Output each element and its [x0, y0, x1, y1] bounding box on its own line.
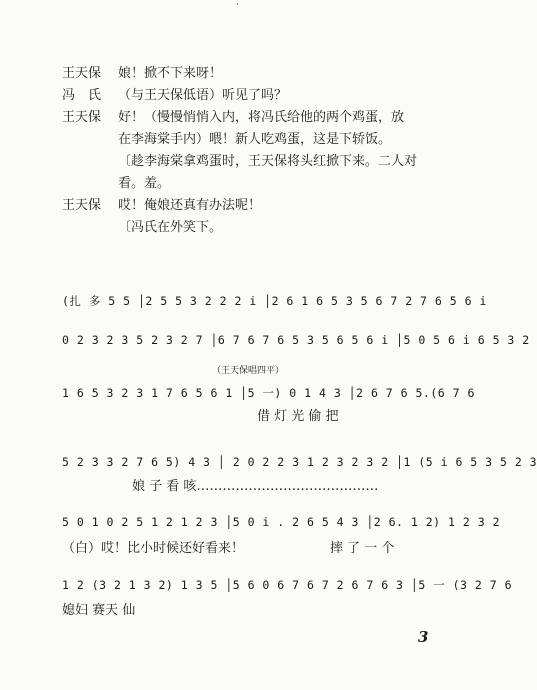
lyric-line: 摔 了 一 个	[330, 541, 395, 556]
dialog-line	[62, 130, 417, 152]
lyric-line: 借 灯 光 偷 把	[257, 409, 339, 424]
dialog-line	[62, 196, 417, 218]
notation-line: 5 2 3 3 2 7 6 5) 4 3 │ 2 0 2 2 3 1 2 3 2 3 2 │1 (5 i 6 5 3 5 2 3	[62, 455, 537, 469]
speaker-name: 王天保	[62, 66, 102, 81]
speaker-name: 王天保	[62, 198, 102, 213]
speaker-name: 冯 氏	[62, 88, 102, 103]
dialog-text: 哎！俺娘还真有办法呢！	[118, 198, 262, 213]
dialog-text: 〔冯氏在外笑下。	[118, 220, 223, 235]
dialog-text: （与王天保低语）听见了吗？	[118, 88, 288, 103]
notation-line: 0 2 3 2 3 5 2 3 2 7 │6 7 6 7 6 5 3 5 6 5 6 i │5 0 5 6 i 6 5 3 2	[62, 333, 530, 347]
notation-line: 1 6 5 3 2 3 1 7 6 5 6 1 │5 一) 0 1 4 3 │2 6 7 6 5.(6 7 6	[62, 386, 475, 400]
dialog-line	[62, 86, 417, 108]
page-number: 3	[418, 628, 429, 646]
dialog-text: 娘！掀不下来呀！	[118, 66, 223, 81]
lyric-line: 媳妇 赛天 仙	[62, 603, 136, 618]
speaker-name: 王天保	[62, 110, 102, 125]
singing-marking: （王天保唱四平）	[212, 366, 285, 376]
dialog-text: 看。羞。	[118, 176, 171, 191]
top-tick-mark: ·	[236, 0, 239, 10]
stage-direction	[62, 174, 417, 196]
notation-line: 1 2 (3 2 1 3 2) 1 3 5 │5 6 0 6 7 6 7 2 6 7 6 3 │5 一 (3 2 7 6	[62, 578, 512, 592]
script-dialog	[62, 64, 417, 240]
dialog-line	[62, 108, 417, 130]
stage-direction	[62, 152, 417, 174]
dialog-text: 好！（慢慢悄悄入内，将冯氏给他的两个鸡蛋，放	[118, 110, 405, 125]
stage-direction	[62, 218, 417, 240]
lyric-line: （白）哎！比小时候还好看来！	[62, 541, 245, 556]
notation-line: 5 0 1 0 2 5 1 2 1 2 3 │5 0 i . 2 6 5 4 3 │2 6. 1 2) 1 2 3 2	[62, 515, 500, 529]
lyric-line: 娘 子 看 咳……………………………………	[132, 479, 379, 494]
notation-line: (扎 多 5 5 │2 5 5 3 2 2 2 i │2 6 1 6 5 3 5 6 7 2 7 6 5 6 i	[62, 294, 487, 308]
dialog-text: 在李海棠手内）喂！新人吃鸡蛋，这是下轿饭。	[118, 132, 392, 147]
dialog-text: 〔趁李海棠拿鸡蛋时，王天保将头红掀下来。二人对	[118, 154, 418, 169]
dialog-line	[62, 64, 417, 86]
